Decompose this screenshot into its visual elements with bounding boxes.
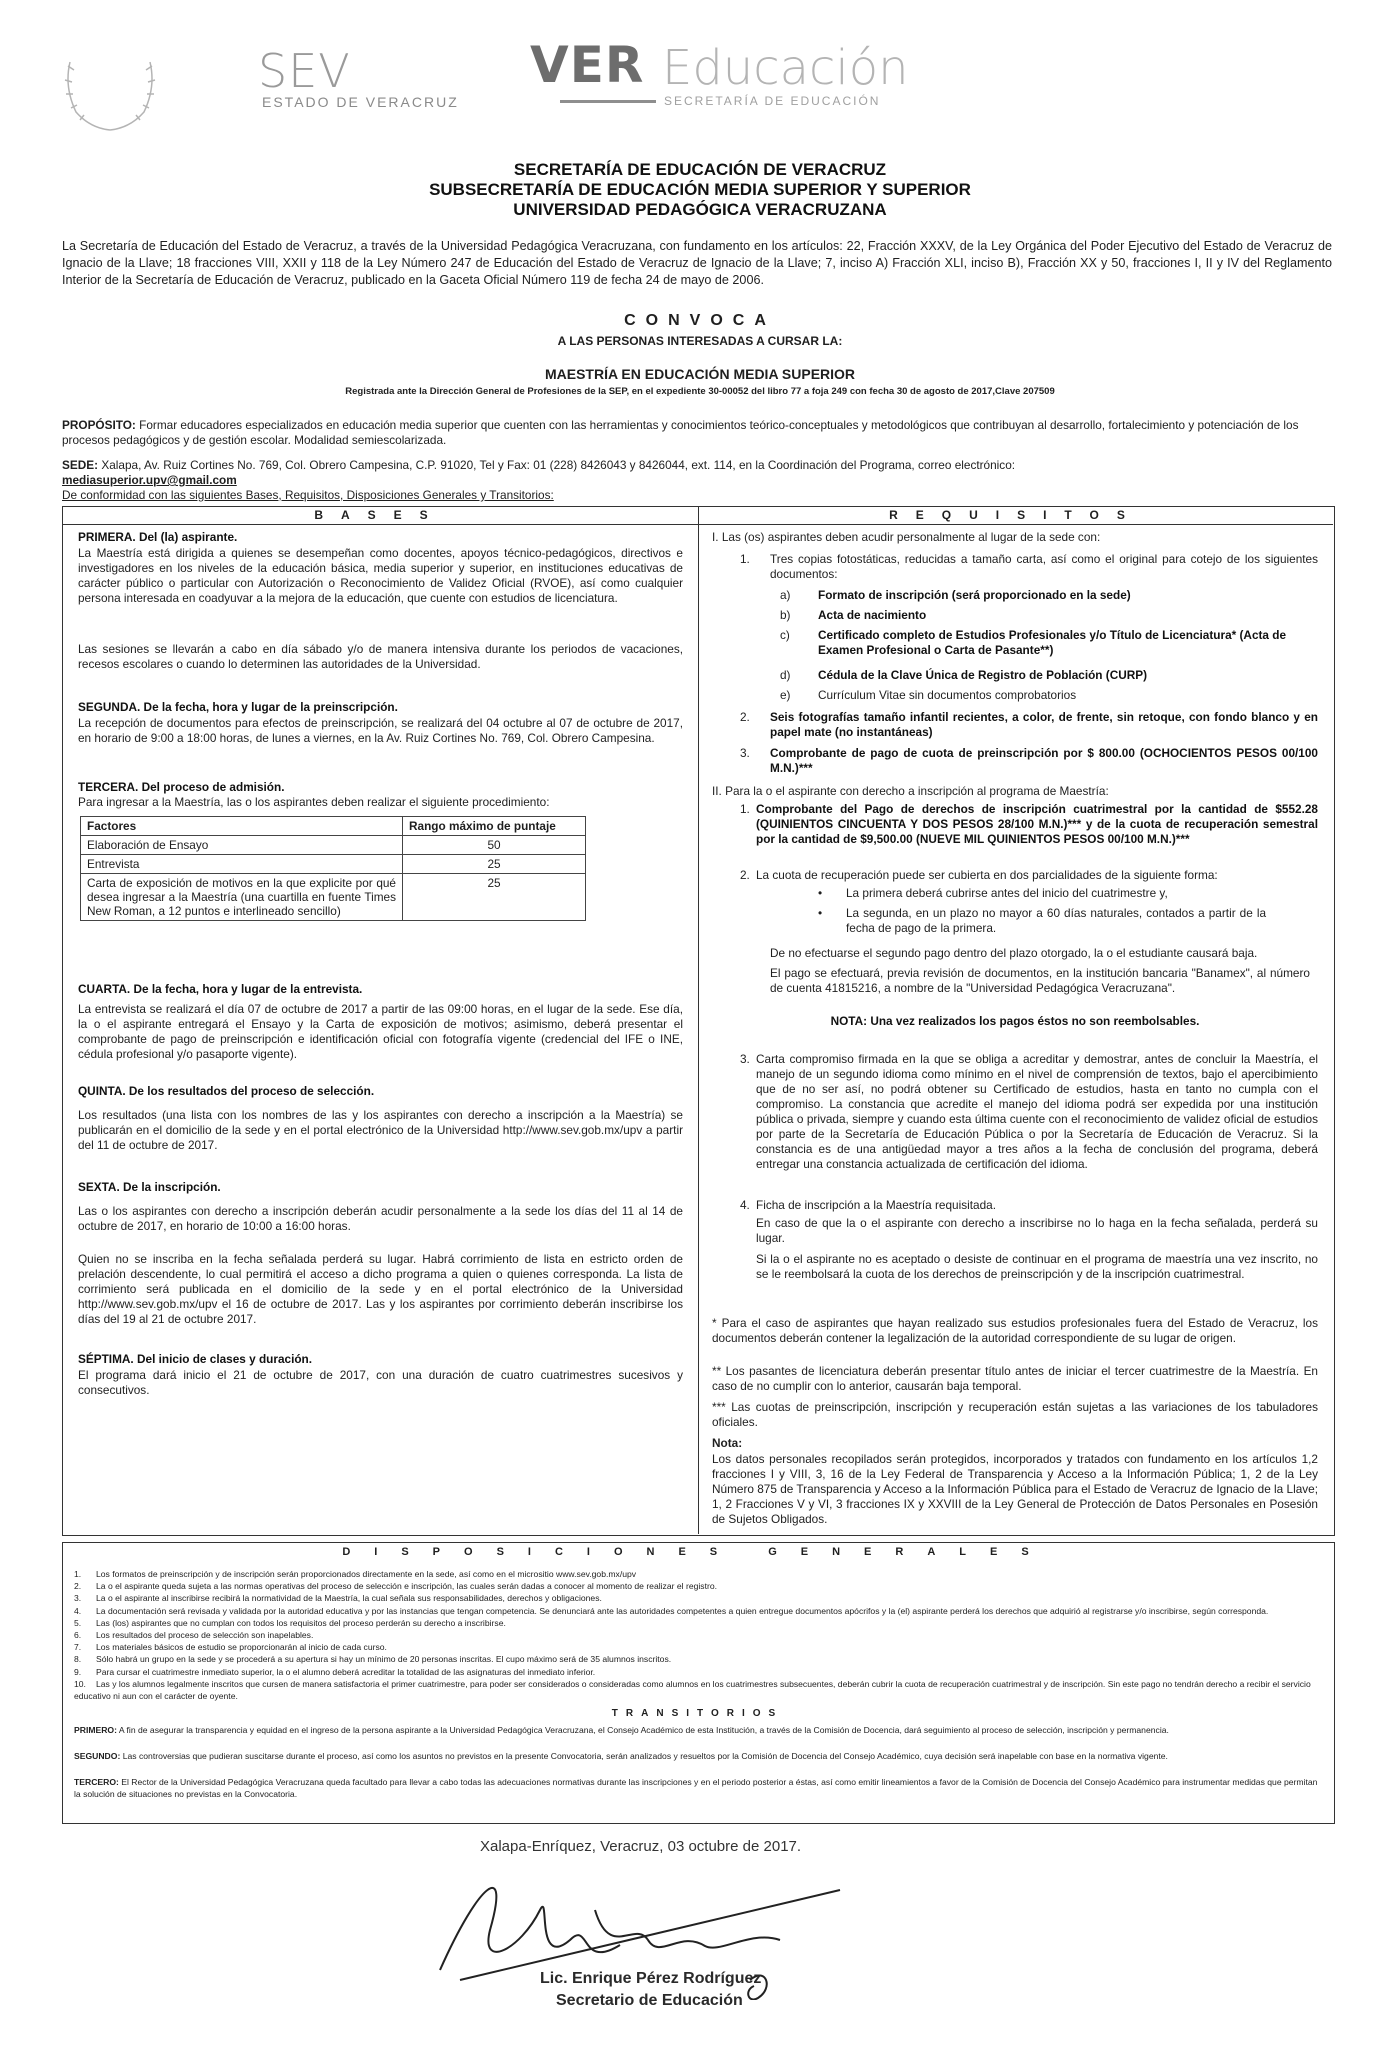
table-header-row xyxy=(81,817,586,836)
doc-letter: e) xyxy=(780,688,791,702)
list-number: 2. xyxy=(740,868,750,882)
requisito-bullet-2: La segunda, en un plazo no mayor a 60 días naturales, contados a partir de la fecha de pago de la primera. xyxy=(846,906,1266,935)
title-line-1: SECRETARÍA DE EDUCACIÓN DE VERACRUZ xyxy=(513,160,887,179)
requisito-bullet-1: La primera deberá cubrirse antes del inicio del cuatrimestre y, xyxy=(846,886,1168,900)
doc-item: Cédula de la Clave Única de Registro de Población (CURP) xyxy=(818,668,1148,682)
doc-item: Currículum Vitae sin documentos comprobatorios xyxy=(818,688,1077,702)
title-line-3: UNIVERSIDAD PEDAGÓGICA VERACRUZANA xyxy=(513,200,887,219)
transitorio-tercero: TERCERO: El Rector de la Universidad Pedagógica Veracruzana queda facultado para llevar a cabo todas las adecuaciones normativas durante las inscripciones y en el periodo posterior a éstas, así como emitir lineamientos a favor de la Comisión de Docencia del Consejo Académico para instrumentar medidas que permitan la solución de situaciones no previstas en la Convocatoria. xyxy=(74,1777,1318,1799)
requisito-item-2: Seis fotografías tamaño infantil recientes, a color, de frente, sin retoque, con fondo blanco y en papel mate (no instantáneas) xyxy=(770,710,1318,739)
list-item: 1. Los formatos de preinscripción y de inscripción serán proporcionados directamente en la sede, así como en el micrositio www.sev.gob.mx/upv xyxy=(74,1569,637,1579)
septima-title: SÉPTIMA. Del inicio de clases y duración. xyxy=(78,1352,313,1366)
audience-line: A LAS PERSONAS INTERESADAS A CURSAR LA: xyxy=(557,334,843,348)
signatory-title: Secretario de Educación xyxy=(556,1992,743,2009)
transitorios-heading: TRANSITORIOS xyxy=(611,1708,784,1719)
cuarta-title: CUARTA. De la fecha, hora y lugar de la entrevista. xyxy=(78,982,363,996)
segunda-title: SEGUNDA. De la fecha, hora y lugar de la preinscripción. xyxy=(78,700,398,714)
primera-p2: Las sesiones se llevarán a cabo en día sábado y/o de manera intensiva durante los periodos de vacaciones, recesos escolares o cuando lo determinen las autoridades de la Universidad. xyxy=(78,642,683,671)
sexta-title: SEXTA. De la inscripción. xyxy=(78,1180,221,1194)
list-item: 10. Las y los alumnos legalmente inscritos que cursen de manera satisfactoria el primer cuatrimestre, para poder ser considerados o consideradas como alumnos en los cuatrimestres subsecuentes, deberán cubrir la cuota de recuperación cuatrimestral y de inscripción. Sin este pago no tendrán derecho a recibir el servicio educativo ni aun con el carácter de oyente. xyxy=(74,1678,1311,1702)
requisito-ii-2: La cuota de recuperación puede ser cubierta en dos parcialidades de la siguiente forma: xyxy=(756,868,1218,882)
requisito-baja: De no efectuarse el segundo pago dentro del plazo otorgado, la o el estudiante causará baja. xyxy=(770,946,1258,960)
quinta-text: Los resultados (una lista con los nombres de las y los aspirantes con derecho a inscripción a la Maestría) se publicarán en el domicilio de la sede y en el portal electrónico de la Universidad http://www.sev.gob.mx/upv a partir del 11 de octubre de 2017. xyxy=(78,1108,683,1152)
list-number: 1. xyxy=(740,552,750,566)
educacion-logo-text: Educación xyxy=(662,40,909,96)
transitorio-primero: PRIMERO: A fin de asegurar la transparencia y equidad en el ingreso de la persona aspirante a la Universidad Pedagógica Veracruzana, el Consejo Académico de esta Institución, a través de la Comisión de Docencia, dará seguimiento al proceso de selección, inscripción y permanencia. xyxy=(74,1725,1169,1735)
disposiciones-heading: DISPOSICIONES GENERALES xyxy=(342,1546,1053,1558)
admission-factors-table xyxy=(80,816,586,921)
table-cell: 25 xyxy=(403,855,586,874)
requisito-ii-4a: En caso de que la o el aspirante con derecho a inscribirse no lo haga en la fecha señalada, perderá su lugar. xyxy=(756,1216,1318,1245)
requisito-ii-3: Carta compromiso firmada en la que se obliga a acreditar y demostrar, antes de concluir la Maestría, el manejo de un segundo idioma como mínimo en el nivel de comprensión de textos, bajo el apercibimiento que de no ser así, no podrá obtener su Certificado de estudios, hasta en tanto no cumpla con el compromiso. La constancia que acredite el manejo del idioma podrá ser expedida por una institución pública o privada, siempre y cuando esta última cuente con el reconocimiento de validez oficial de estudios por parte de la Secretaría de Educación Pública o por la Secretaría de Educación de Veracruz. Si la constancia es de una antigüedad mayor a tres años a la fecha de conclusión del programa, deberá entregar una constancia actualizada de certificación del idioma. xyxy=(756,1052,1318,1171)
list-number: 3. xyxy=(740,1052,750,1066)
sede-email-link[interactable]: mediasuperior.upv@gmail.com xyxy=(62,473,237,487)
disposiciones-list xyxy=(74,1568,1324,1702)
primera-title: PRIMERA. Del (la) aspirante. xyxy=(78,530,238,544)
septima-text: El programa dará inicio el 21 de octubre de 2017, con una duración de cuatro cuatrimestres sucesivos y consecutivos. xyxy=(78,1368,683,1397)
list-item: 5. Las (los) aspirantes que no cumplan con todos los requisitos del proceso perderán su derecho a inscribirse. xyxy=(74,1617,506,1628)
cuarta-text: La entrevista se realizará el día 07 de octubre de 2017 a partir de las 09:00 horas, en el lugar de la sede. Ese día, la o el aspirante entregará el Ensayo y la Carta de exposición de motivos; asimismo, deberá presentar el comprobante de pago de preinscripción e identificación oficial con fotografía vigente (credencial del IFE o INE, cédula profesional y/o pasaporte vigente). xyxy=(78,1002,683,1061)
document-titles xyxy=(0,160,1400,220)
tercera-title: TERCERA. Del proceso de admisión. xyxy=(78,780,285,794)
sev-logo-text: SEV xyxy=(258,44,351,98)
table-cell: Entrevista xyxy=(81,855,403,874)
column-divider xyxy=(698,506,699,1534)
header-rule xyxy=(62,524,1333,525)
doc-letter: d) xyxy=(780,668,791,682)
requisito-ii-1: Comprobante del Pago de derechos de inscripción cuatrimestral por la cantidad de $552.28 (QUINIENTOS CINCUENTA Y DOS PESOS 28/100 M.N.)*** y de la cuota de recuperación semestral por la cantidad de $9,500.00 (NUEVE MIL QUINIENTOS PESOS 00/100 M.N.)*** xyxy=(756,802,1318,846)
footnote-2: ** Los pasantes de licenciatura deberán presentar título antes de iniciar el tercer cuatrimestre de la Maestría. En caso de no cumplir con lo anterior, causarán baja temporal. xyxy=(712,1364,1318,1393)
quinta-title: QUINTA. De los resultados del proceso de selección. xyxy=(78,1084,375,1098)
logo-underline xyxy=(560,100,656,103)
footnote-3: *** Las cuotas de preinscripción, inscripción y recuperación están sujetas a las variaciones de los tabuladores oficiales. xyxy=(712,1400,1318,1429)
sede-label: SEDE: xyxy=(62,458,99,472)
table-cell: 50 xyxy=(403,836,586,855)
table-row xyxy=(81,836,586,855)
doc-letter: c) xyxy=(780,628,790,642)
primera-p1: La Maestría está dirigida a quienes se desempeñan como docentes, apoyos técnico-pedagógicos, directivos e investigadores en los niveles de la educación básica, media superior y superior, en instituciones educativas de carácter público o particular con Autorización o Reconocimiento de Validez Oficial (RVOE), así como cualquier persona interesada en coadyuvar a la mejora de la educación, que cuente con estudios de licenciatura. xyxy=(78,546,683,605)
sede-text: Xalapa, Av. Ruiz Cortines No. 769, Col. Obrero Campesina, C.P. 91020, Tel y Fax: 01 (228) 8426043 y 8426044, ext. 114, en la Coordinación del Programa, correo electrónico: xyxy=(98,458,1016,472)
bullet-icon: • xyxy=(818,906,823,920)
proposito-paragraph xyxy=(62,418,1332,448)
nota-pagos: NOTA: Una vez realizados los pagos éstos no son reembolsables. xyxy=(830,1014,1200,1028)
list-item: 4. La documentación será revisada y validada por la autoridad educativa y por las instancias que tengan competencia. Se denunciará ante las autoridades competentes a quien entregue documentos apócrifos y la (el) aspirante perderá los derechos que adquirió al registrarse y/o inscribirse, según corresponda. xyxy=(74,1605,1269,1616)
registration-line: Registrada ante la Dirección General de Profesiones de la SEP, en el expediente 30-00052 del libro 77 a foja 249 con fecha 30 de agosto de 2017,Clave 207509 xyxy=(345,386,1055,397)
footnote-1: * Para el caso de aspirantes que hayan realizado sus estudios profesionales fuera del Estado de Veracruz, los documentos deberán contener la legalización de la autoridad correspondiente de su lugar de origen. xyxy=(712,1316,1318,1345)
list-number: 1. xyxy=(740,802,750,816)
doc-item: Certificado completo de Estudios Profesionales y/o Título de Licenciatura* (Acta de Examen Profesional o Carta de Pasante**) xyxy=(818,628,1287,657)
doc-item: Acta de nacimiento xyxy=(818,608,927,622)
list-item: 7. Los materiales básicos de estudio se proporcionarán al inicio de cada curso. xyxy=(74,1642,387,1653)
intro-paragraph: La Secretaría de Educación del Estado de Veracruz, a través de la Universidad Pedagógica Veracruzana, con fundamento en los artículos: 22, Fracción XXXV, de la Ley Orgánica del Poder Ejecutivo del Estado de Veracruz de Ignacio de la Llave; 18 fracciones VIII, XXII y 118 de la Ley Número 247 de Educación del Estado de Veracruz de Ignacio de la Llave; 7, inciso A) Fracción XLI, inciso B), Fracción XX y 50, fracciones I, II y IV del Reglamento Interior de la Secretaría de Educación de Veracruz, publicado en la Gaceta Oficial Número 119 de fecha 24 de mayo de 2006. xyxy=(62,239,1332,287)
segunda-text: La recepción de documentos para efectos de preinscripción, se realizará del 04 octubre al 07 de octubre de 2017, en horario de 9:00 a 18:00 horas, de lunes a viernes, en la Av. Ruiz Cortines No. 769, Col. Obrero Campesina. xyxy=(78,716,683,745)
requisitos-intro-i: I. Las (os) aspirantes deben acudir personalmente al lugar de la sede con: xyxy=(712,530,1101,544)
requisitos-intro-ii: II. Para la o el aspirante con derecho a inscripción al programa de Maestría: xyxy=(712,784,1109,798)
educacion-logo-subtitle: SECRETARÍA DE EDUCACIÓN xyxy=(664,94,881,108)
list-item: 6. Los resultados del proceso de selección son inapelables. xyxy=(74,1630,314,1641)
list-item: 2. La o el aspirante queda sujeta a las normas operativas del proceso de selección e inscripción, las cuales serán dadas a conocer al momento de realizar el registro. xyxy=(74,1581,718,1592)
sexta-p2: Quien no se inscriba en la fecha señalada perderá su lugar. Habrá corrimiento de lista en estricto orden de prelación descendente, lo cual permitirá el acceso a dicho programa a quien o quienes corresponda. La lista de corrimiento será publicada en el domicilio de la sede y en el portal electrónico de la Universidad http://www.sev.gob.mx/upv el 16 de octubre de 2017. Las y los aspirantes por corrimiento deberán inscribirse los días del 19 al 21 de octubre 2017. xyxy=(78,1252,683,1326)
list-item: 8. Sólo habrá un grupo en la sede y se procederá a su apertura si hay un mínimo de 20 personas inscritas. El cupo máximo será de 35 alumnos inscritos. xyxy=(74,1654,672,1665)
requisito-banco: El pago se efectuará, previa revisión de documentos, en la institución bancaria "Banamex", al número de cuenta 41815216, a nombre de la "Universidad Pedagógica Veracruzana". xyxy=(770,966,1310,995)
table-header: Factores xyxy=(81,817,403,836)
list-item: 3. La o el aspirante al inscribirse recibirá la normatividad de la Maestría, la cual señala sus responsabilidades, derechos y obligaciones. xyxy=(74,1593,602,1604)
signatory-name: Lic. Enrique Pérez Rodríguez xyxy=(540,1970,762,1987)
requisito-ii-4: Ficha de inscripción a la Maestría requisitada. xyxy=(756,1198,996,1212)
doc-letter: b) xyxy=(780,608,791,622)
requisitos-heading: REQUISITOS xyxy=(889,508,1143,522)
table-row xyxy=(81,855,586,874)
bases-heading: BASES xyxy=(314,508,446,522)
program-name: MAESTRÍA EN EDUCACIÓN MEDIA SUPERIOR xyxy=(544,366,856,382)
ver-logo-text: VER xyxy=(530,36,645,94)
nota-label: Nota: xyxy=(712,1436,743,1450)
convoca-heading: CONVOCA xyxy=(624,312,776,329)
requisito-ii-4b: Si la o el aspirante no es aceptado o desiste de continuar en el programa de maestría una vez inscrito, no se le reembolsará la cuota de los derechos de preinscripción y de la inscripción cuatrimestral. xyxy=(756,1252,1318,1281)
sede-paragraph xyxy=(62,458,1332,488)
transitorio-segundo: SEGUNDO: Las controversias que pudieran suscitarse durante el proceso, así como los asuntos no previstos en la presente Convocatoria, serán analizados y resueltos por la Comisión de Docencia del Consejo Académico, cuya decisión será inapelable con base en la normativa vigente. xyxy=(74,1751,1168,1761)
doc-letter: a) xyxy=(780,588,791,602)
list-item: 9. Para cursar el cuatrimestre inmediato superior, la o el alumno deberá acreditar la totalidad de las asignaturas del inmediato inferior. xyxy=(74,1666,596,1677)
bullet-icon: • xyxy=(818,886,823,900)
list-number: 3. xyxy=(740,746,750,760)
table-row xyxy=(81,874,586,921)
sev-logo-subtitle: ESTADO DE VERACRUZ xyxy=(262,94,459,110)
table-cell: 25 xyxy=(403,874,586,921)
conformidad-line: De conformidad con las siguientes Bases, Requisitos, Disposiciones Generales y Transitorios: xyxy=(62,488,554,502)
list-number: 2. xyxy=(740,710,750,724)
table-cell: Carta de exposición de motivos en la que explicite por qué desea ingresar a la Maestría (una cuartilla en fuente Times New Roman, a 12 puntos e interlineado sencillo) xyxy=(81,874,403,921)
tercera-text: Para ingresar a la Maestría, las o los aspirantes deben realizar el siguiente procedimiento: xyxy=(78,795,550,809)
nota-text: Los datos personales recopilados serán protegidos, incorporados y tratados con fundamento en los artículos 1,2 fracciones I y VIII, 3, 16 de la Ley Federal de Transparencia y Acceso a la Información Pública; 1, 2 de la Ley Número 875 de Transparencia y Acceso a la Información Pública para el Estado de Veracruz de Ignacio de la Llave; 1, 2 Fracciones V y VI, 3 fracciones IX y XXVIII de la Ley General de Protección de Datos Personales en Posesión de Sujetos Obligados. xyxy=(712,1452,1318,1526)
doc-item: Formato de inscripción (será proporcionado en la sede) xyxy=(818,588,1131,602)
table-cell: Elaboración de Ensayo xyxy=(81,836,403,855)
requisito-item-1: Tres copias fotostáticas, reducidas a tamaño carta, así como el original para cotejo de los siguientes documentos: xyxy=(770,552,1318,581)
table-header: Rango máximo de puntaje xyxy=(403,817,586,836)
proposito-label: PROPÓSITO: xyxy=(62,418,136,432)
sexta-p1: Las o los aspirantes con derecho a inscripción deberán acudir personalmente a la sede los días del 11 al 14 de octubre de 2017, en horario de 10:00 a 16:00 horas. xyxy=(78,1204,683,1233)
requisito-item-3: Comprobante de pago de cuota de preinscripción por $ 800.00 (OCHOCIENTOS PESOS 00/100 M.N.)*** xyxy=(770,746,1318,775)
title-line-2: SUBSECRETARÍA DE EDUCACIÓN MEDIA SUPERIOR Y SUPERIOR xyxy=(429,180,971,199)
state-crest-icon xyxy=(60,42,160,132)
list-number: 4. xyxy=(740,1198,750,1212)
place-date: Xalapa-Enríquez, Veracruz, 03 octubre de 2017. xyxy=(480,1838,802,1855)
proposito-text: Formar educadores especializados en educación media superior que cuenten con las herramientas y conocimientos teórico-conceptuales y metodológicos que contribuyan al desarrollo, fortalecimiento y potenciación de los procesos pedagógicos y de gestión escolar. Modalidad semiescolarizada. xyxy=(62,418,1299,447)
